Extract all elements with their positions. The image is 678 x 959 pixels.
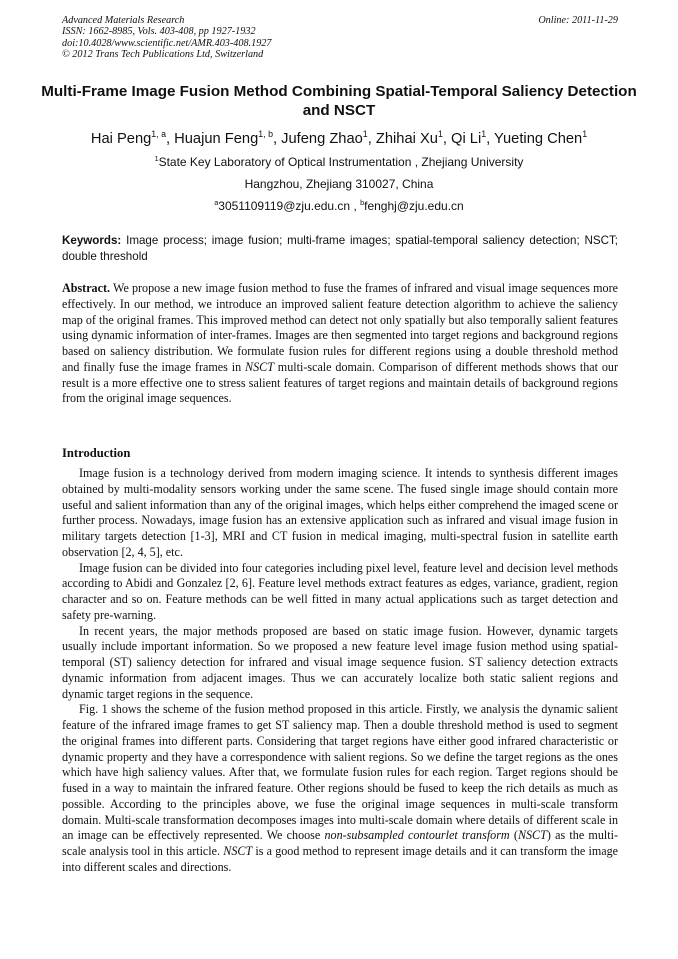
email-line xyxy=(20,199,658,214)
email-mark-a: a xyxy=(214,198,219,207)
p4-em-nsct: NSCT xyxy=(517,828,547,843)
author-affiliation-mark: 1 xyxy=(362,129,368,140)
p4-text-c: ) as the multi-scale analysis tool in this article. xyxy=(62,828,618,858)
keywords xyxy=(62,233,618,264)
intro-paragraph-3: In recent years, the major methods proposed are based on static image fusion. However, dynamic targets usually include important information. So we proposed a new feature level image fusion method using spatial-temporal (ST) saliency detection for infrared and visual image sequence fusion. ST saliency detection extracts dynamic information from adjacent images. Thus we can accurately localize both static salient regions and dynamic target regions in the sequence. xyxy=(62,623,618,701)
email-mark-b: b xyxy=(360,198,365,207)
email-b: fenghj@zju.edu.cn xyxy=(364,199,464,213)
doi-line: doi:10.4028/www.scientific.net/AMR.403-408.1927 xyxy=(62,37,272,49)
abstract xyxy=(62,281,618,407)
section-heading-introduction: Introduction xyxy=(62,446,131,460)
email-separator: , xyxy=(350,199,361,213)
issn-line: ISSN: 1662-8985, Vols. 403-408, pp 1927-1932 xyxy=(62,26,256,38)
affiliation-institution: State Key Laboratory of Optical Instrumentation , Zhejiang University xyxy=(158,155,524,169)
affiliation-line-2: Hangzhou, Zhejiang 310027, China xyxy=(244,177,434,191)
p4-text-d: is a good method to represent image details and it can transform the image into different scales and directions. xyxy=(62,844,619,874)
affiliation-mark: 1 xyxy=(154,154,159,163)
online-date: Online: 2011-11-29 xyxy=(538,15,618,26)
author: Yueting Chen xyxy=(494,131,583,147)
p4-em-nsct-2: NSCT xyxy=(223,844,253,858)
keywords-label: Keywords: xyxy=(62,234,122,247)
affiliation-line-1 xyxy=(20,155,658,170)
email-a: 3051109119@zju.edu.cn xyxy=(218,199,351,213)
intro-paragraph-4 xyxy=(62,702,618,875)
author: Zhihai Xu xyxy=(375,131,438,147)
author-affiliation-mark: 1 xyxy=(481,129,487,140)
introduction-body xyxy=(62,466,618,876)
p4-em-nsct-full: non-subsampled contourlet transform xyxy=(324,828,510,843)
keywords-text: Image process; image fusion; multi-frame images; spatial-temporal saliency detection; NSCT; double threshold xyxy=(62,234,618,263)
abstract-text-1: We propose a new image fusion method to fuse the frames of infrared and visual image sequences more effectively. In our method, we introduce an improved salient feature detection algorithm to achieve the saliency map of the original frames. This improved method can detect not only spatially but also temporally salient features using dynamic information of inter-frames. Images are then segmented into target regions and background regions based on saliency distribution. We formulate fusion rules for different regions using a double threshold method and finally fuse the image frames in xyxy=(62,281,618,374)
author-affiliation-mark: 1 xyxy=(437,129,443,140)
author: Jufeng Zhao xyxy=(281,131,363,147)
p4-text-b: ( xyxy=(509,828,518,843)
journal-name: Advanced Materials Research xyxy=(62,15,185,26)
p4-text-a: Fig. 1 shows the scheme of the fusion method proposed in this article. Firstly, we analysis the dynamic salient feature of the infrared image frames to get ST saliency map. Then a double threshold method is used to segment the original frames into different parts. Considering that target regions have either good infrared characteristic or dynamic property and they have a correspondence with salient regions. So we define the target regions as the ones which have high saliency values. After that, we formulate fusion rules for each region. Target regions should be fused in a way to maintain the infrared feature. Other regions should be fused to keep the rich details as much as possible. According to the principles above, we fuse the original image sequences in multi-scale transform domain. Multi-scale transformation decomposes images into multi-scale domain where details of different scale in an image can be effectively represented. We choose xyxy=(62,702,618,843)
intro-paragraph-1: Image fusion is a technology derived from modern imaging science. It intends to synthesis different images obtained by multi-modality sensors working under the same scene. The fused single image should contain more useful and salient information than any of the original images, which helps either comprehend the imaged scene or further process. Nowadays, image fusion has an extensive application such as infrared and visual image fusion in military targets detection [1-3], MRI and CT fusion in medical imaging, multi-spectral fusion in satellite earth observation [2, 4, 5], etc. xyxy=(62,466,618,559)
abstract-text-2: multi-scale domain. Comparison of different methods shows that our result is a more effective one to stress salient features of target regions and maintain details of background regions from the original image sequences. xyxy=(62,359,619,406)
author: Hai Peng xyxy=(90,131,152,147)
author-affiliation-mark: 1 xyxy=(582,129,588,140)
journal-header xyxy=(62,15,618,60)
author-affiliation-mark: 1, a xyxy=(151,129,166,140)
author-affiliation-mark: 1, b xyxy=(258,129,273,140)
abstract-nsct: NSCT xyxy=(245,359,274,374)
author-list: Hai Peng$^{1, a}$, Huajun Feng$^{1, b}$, Jufeng Zhao$^1$, Zhihai Xu$^1$, Qi Li$^1$, Yueting Chen$^1$ xyxy=(90,129,588,147)
author: Huajun Feng xyxy=(174,131,259,147)
copyright-line: © 2012 Trans Tech Publications Ltd, Switzerland xyxy=(62,48,264,60)
abstract-label: Abstract. xyxy=(62,281,111,295)
intro-paragraph-2: Image fusion can be divided into four categories including pixel level, feature level and decision level methods according to Abidi and Gonzalez [2, 6]. Feature level methods extract features as edges, variance, gradient, region character and so on. Feature methods can be well fitted in many actual applications such as target detection and safety pre-warning. xyxy=(62,560,618,622)
author: Qi Li xyxy=(451,131,482,147)
paper-title: Multi-Frame Image Fusion Method Combining Spatial-Temporal Saliency Detection and NSCT xyxy=(41,83,637,119)
